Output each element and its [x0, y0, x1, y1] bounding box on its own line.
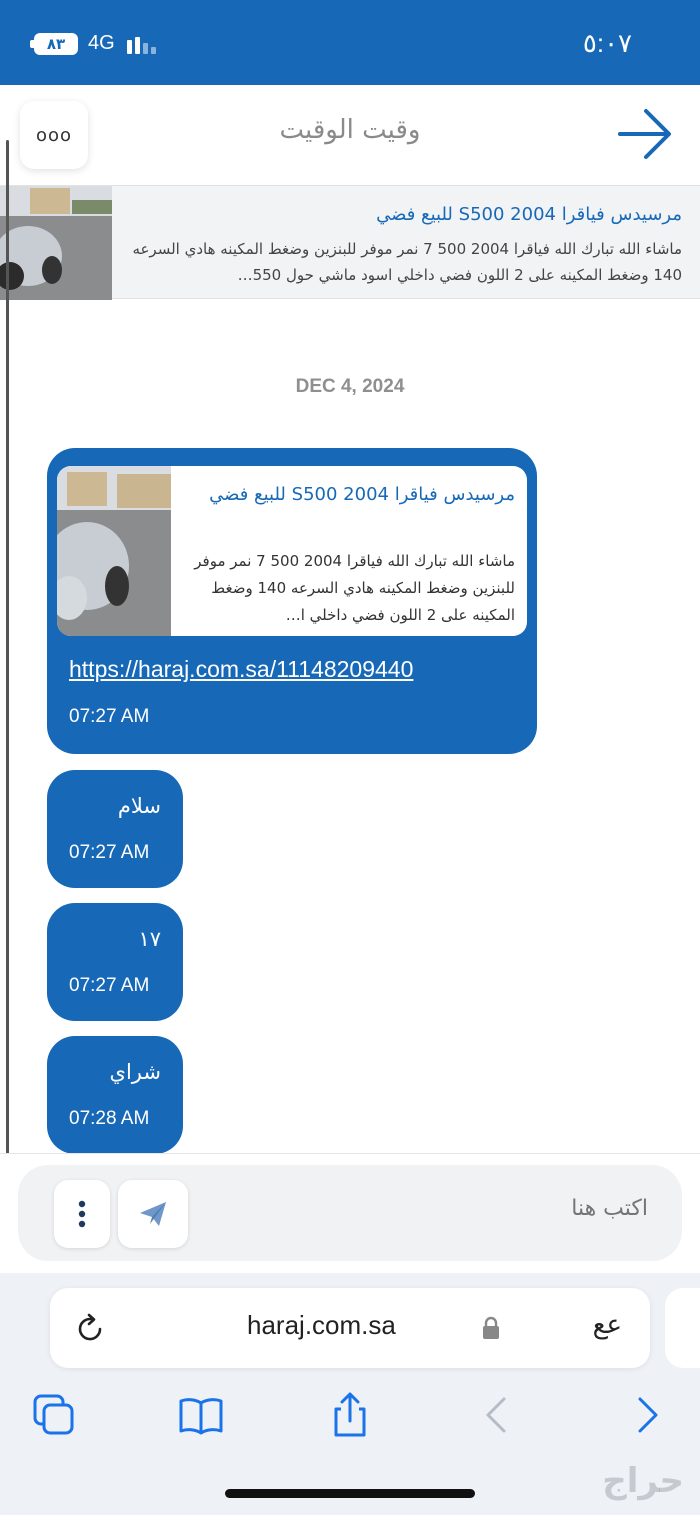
message-time: 07:27 AM: [69, 706, 150, 727]
browser-chrome: [0, 1273, 700, 1515]
message-text: ١٧: [138, 927, 161, 951]
message-text: شراي: [109, 1060, 161, 1084]
listing-preview[interactable]: [0, 185, 700, 299]
date-separator: DEC 4, 2024: [295, 376, 405, 397]
car-thumbnail: [57, 466, 171, 636]
car-thumbnail: [0, 186, 112, 300]
address-bar[interactable]: [50, 1288, 650, 1368]
attachments-button[interactable]: [54, 1180, 110, 1248]
bookmarks-icon[interactable]: [177, 1391, 225, 1439]
reload-icon[interactable]: [74, 1312, 106, 1344]
chat-title: وقيت الوقيت: [279, 115, 421, 145]
share-icon[interactable]: [326, 1391, 374, 1439]
network-type: 4G: [88, 32, 115, 54]
link-preview-card[interactable]: [57, 466, 527, 636]
send-icon: [139, 1201, 167, 1227]
scrollbar[interactable]: [6, 140, 9, 1215]
lock-icon: [482, 1316, 500, 1340]
vertical-dots-icon: [78, 1200, 86, 1228]
link-card-title[interactable]: مرسيدس فياقرا 2004 S500 للبيع فضي: [209, 484, 515, 505]
forward-icon[interactable]: [624, 1391, 672, 1439]
message-time: 07:27 AM: [69, 842, 150, 863]
link-card-description: ماشاء الله تبارك الله فياقرا 2004 500 7 نمر موفر للبنزين وضغط المكينه هادي السرعه 140 وضغط المكينه على 2 اللون فضي داخلي ا…: [194, 552, 515, 624]
more-icon: ooo: [35, 124, 73, 146]
send-button[interactable]: [118, 1180, 188, 1248]
haraj-watermark: حراج: [602, 1461, 684, 1501]
text-size-button[interactable]: ﻋﻊ: [592, 1310, 622, 1340]
battery-indicator: ٨٣: [34, 33, 78, 55]
signal-icon: [127, 36, 159, 54]
more-options-button[interactable]: [20, 101, 88, 169]
message-bubble: [47, 903, 183, 1021]
status-bar: [0, 0, 700, 85]
back-arrow-icon[interactable]: [616, 105, 674, 163]
listing-title[interactable]: مرسيدس فياقرا 2004 S500 للبيع فضي: [376, 204, 682, 225]
url-text[interactable]: haraj.com.sa: [247, 1310, 396, 1340]
message-time: 07:27 AM: [69, 975, 150, 996]
message-bubble: [47, 1036, 183, 1154]
message-text: سلام: [117, 794, 161, 818]
listing-link[interactable]: https://haraj.com.sa/11148209440: [69, 656, 414, 682]
status-time: ٥:٠٧: [582, 28, 632, 58]
home-indicator[interactable]: [225, 1489, 475, 1498]
chat-header: [0, 85, 700, 185]
next-tab-preview[interactable]: [665, 1288, 700, 1368]
listing-description: ماشاء الله تبارك الله فياقرا 2004 500 7 نمر موفر للبنزين وضغط المكينه هادي السرعه 140 وضغط المكينه على 2 اللون فضي داخلي اسود ماشي حول 550…: [132, 240, 682, 284]
message-composer: [18, 1165, 682, 1261]
back-icon[interactable]: [474, 1391, 522, 1439]
message-time: 07:28 AM: [69, 1108, 150, 1129]
tabs-icon[interactable]: [30, 1391, 78, 1439]
message-bubble: [47, 770, 183, 888]
message-input[interactable]: [288, 1196, 648, 1221]
message-bubble-link: [47, 448, 537, 754]
